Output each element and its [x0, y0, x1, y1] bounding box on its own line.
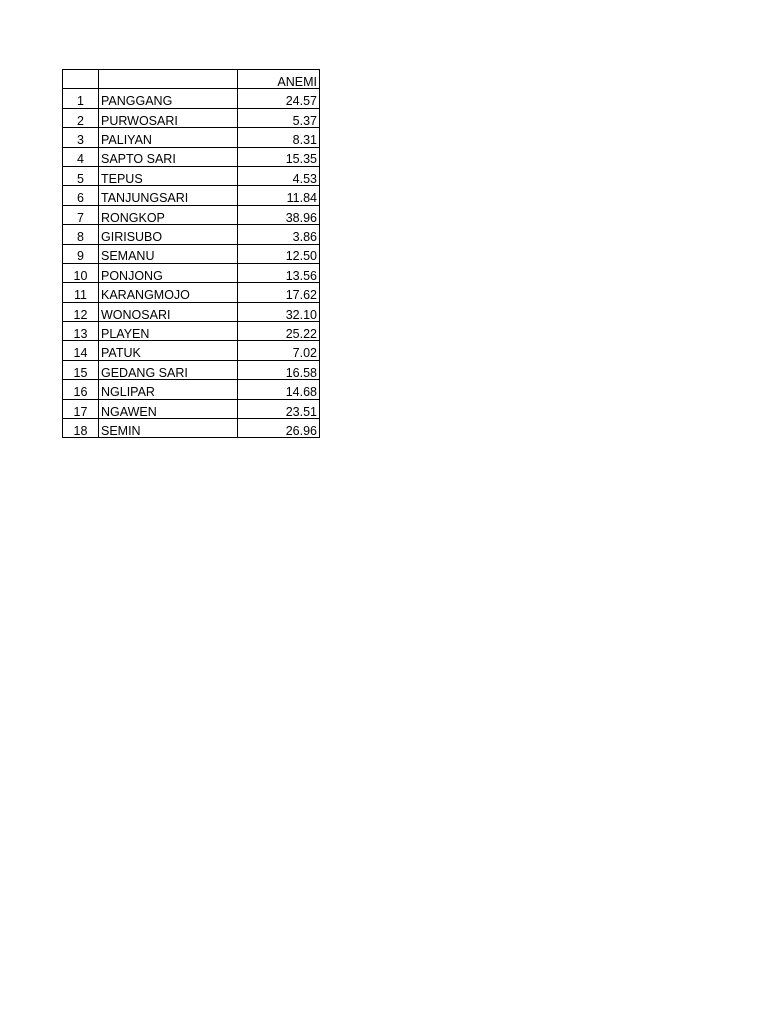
row-anemi-value: 16.58: [238, 360, 320, 379]
row-anemi-value: 11.84: [238, 186, 320, 205]
row-district-name: PURWOSARI: [99, 108, 238, 127]
table-row: [63, 263, 320, 282]
row-number: 16: [63, 380, 99, 399]
row-number: 11: [63, 283, 99, 302]
row-number: 2: [63, 108, 99, 127]
table-row: [63, 128, 320, 147]
row-number: 9: [63, 244, 99, 263]
row-district-name: SEMIN: [99, 419, 238, 438]
row-anemi-value: 13.56: [238, 263, 320, 282]
row-number: 13: [63, 322, 99, 341]
row-district-name: RONGKOP: [99, 205, 238, 224]
table-row: [63, 399, 320, 418]
table-row: [63, 89, 320, 108]
row-district-name: PALIYAN: [99, 128, 238, 147]
row-number: 6: [63, 186, 99, 205]
row-number: 7: [63, 205, 99, 224]
row-district-name: GIRISUBO: [99, 225, 238, 244]
table-row: [63, 244, 320, 263]
table-row: [63, 360, 320, 379]
row-anemi-value: 14.68: [238, 380, 320, 399]
row-anemi-value: 25.22: [238, 322, 320, 341]
row-district-name: KARANGMOJO: [99, 283, 238, 302]
row-district-name: NGLIPAR: [99, 380, 238, 399]
row-anemi-value: 24.57: [238, 89, 320, 108]
row-district-name: PLAYEN: [99, 322, 238, 341]
row-number: 1: [63, 89, 99, 108]
row-number: 5: [63, 166, 99, 185]
row-anemi-value: 32.10: [238, 302, 320, 321]
table-row: [63, 205, 320, 224]
header-cell-anemi: ANEMI: [238, 70, 320, 89]
table-header-row: [63, 70, 320, 89]
row-anemi-value: 17.62: [238, 283, 320, 302]
row-number: 8: [63, 225, 99, 244]
row-number: 15: [63, 360, 99, 379]
table-row: [63, 419, 320, 438]
row-anemi-value: 26.96: [238, 419, 320, 438]
row-district-name: WONOSARI: [99, 302, 238, 321]
row-anemi-value: 5.37: [238, 108, 320, 127]
row-anemi-value: 38.96: [238, 205, 320, 224]
row-district-name: PANGGANG: [99, 89, 238, 108]
row-district-name: GEDANG SARI: [99, 360, 238, 379]
row-district-name: PATUK: [99, 341, 238, 360]
header-cell-name: [99, 70, 238, 89]
table-row: [63, 322, 320, 341]
row-number: 14: [63, 341, 99, 360]
row-anemi-value: 8.31: [238, 128, 320, 147]
row-anemi-value: 4.53: [238, 166, 320, 185]
row-anemi-value: 15.35: [238, 147, 320, 166]
row-district-name: SEMANU: [99, 244, 238, 263]
row-anemi-value: 7.02: [238, 341, 320, 360]
row-district-name: TANJUNGSARI: [99, 186, 238, 205]
row-number: 12: [63, 302, 99, 321]
row-anemi-value: 12.50: [238, 244, 320, 263]
table-row: [63, 108, 320, 127]
table-row: [63, 283, 320, 302]
row-number: 18: [63, 419, 99, 438]
row-anemi-value: 3.86: [238, 225, 320, 244]
row-number: 17: [63, 399, 99, 418]
row-anemi-value: 23.51: [238, 399, 320, 418]
table-row: [63, 147, 320, 166]
header-cell-no: [63, 70, 99, 89]
table-row: [63, 380, 320, 399]
table-row: [63, 341, 320, 360]
table-body: [63, 70, 320, 438]
table-row: [63, 302, 320, 321]
table-row: [63, 186, 320, 205]
row-district-name: TEPUS: [99, 166, 238, 185]
row-district-name: NGAWEN: [99, 399, 238, 418]
data-table: [62, 69, 320, 438]
row-district-name: PONJONG: [99, 263, 238, 282]
row-number: 4: [63, 147, 99, 166]
table-row: [63, 225, 320, 244]
row-district-name: SAPTO SARI: [99, 147, 238, 166]
table-row: [63, 166, 320, 185]
row-number: 3: [63, 128, 99, 147]
row-number: 10: [63, 263, 99, 282]
